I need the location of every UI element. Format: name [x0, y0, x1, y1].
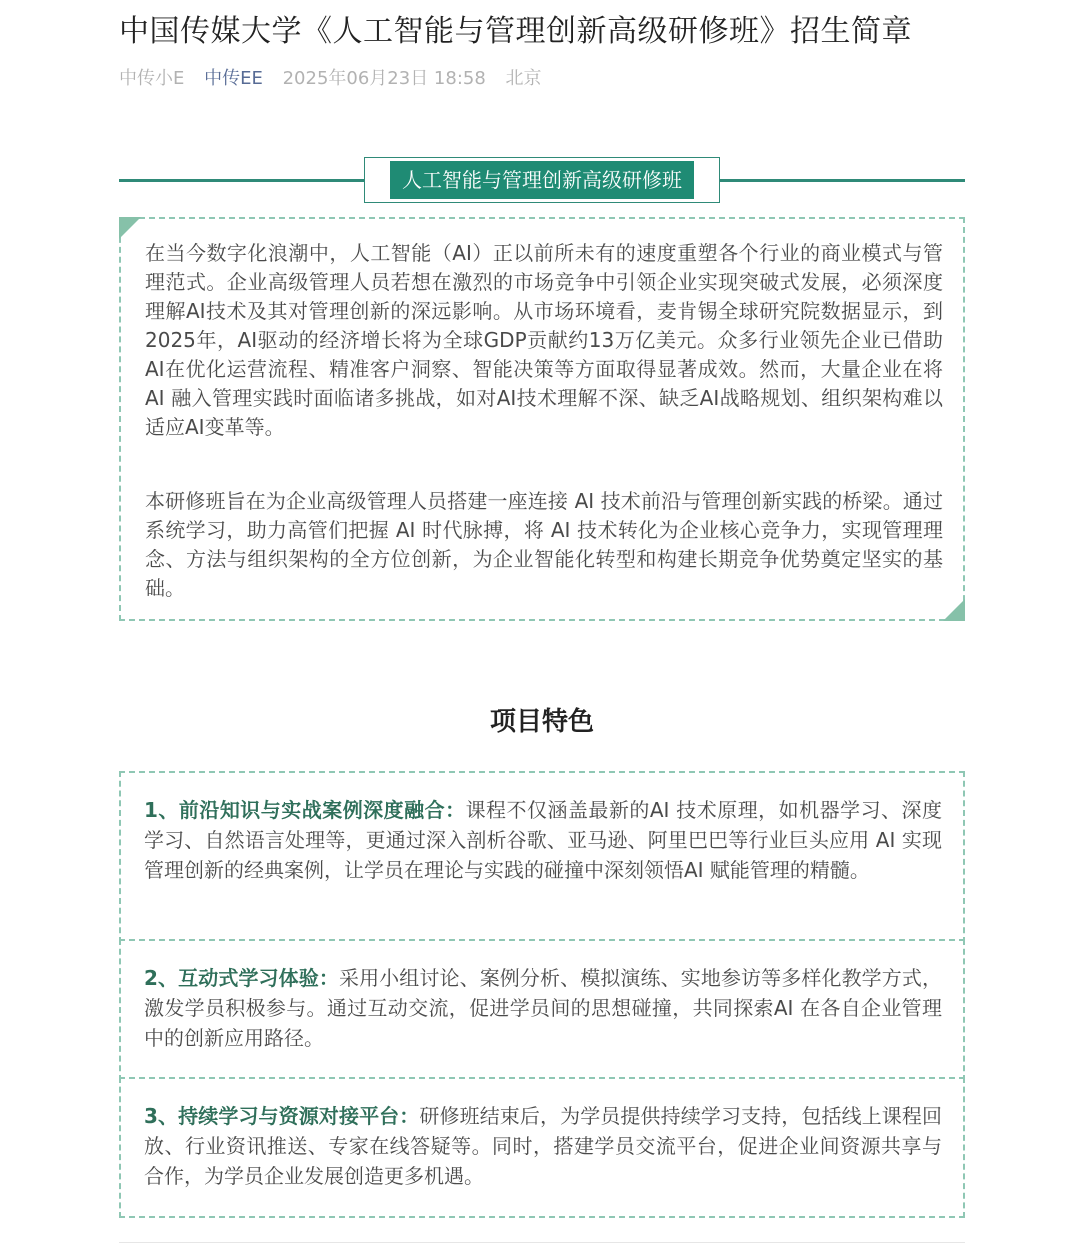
- corner-decoration-top-left: [119, 217, 141, 239]
- feature-card-1: [119, 771, 965, 943]
- feature-text: [144, 795, 942, 885]
- account-link[interactable]: 中传EE: [204, 68, 263, 89]
- feature-body: 研修班结束后，为学员提供持续学习支持，包括线上课程回放、行业资讯推送、专家在线答疑等。同时，搭建学员交流平台，促进企业间资源共享与合作，为学员企业发展创造更多机遇。: [144, 1104, 943, 1188]
- author-name: 中传小E: [119, 68, 185, 89]
- section-banner: [364, 157, 720, 203]
- intro-box: [119, 217, 965, 621]
- feature-title: 1、前沿知识与实战案例深度融合：: [144, 798, 466, 822]
- article-meta: [119, 66, 556, 92]
- intro-paragraph-1: 在当今数字化浪潮中，人工智能（AI）正以前所未有的速度重塑各个行业的商业模式与管理范式。企业高级管理人员若想在激烈的市场竞争中引领企业实现突破式发展，必须深度理解AI技术及其对管理创新的深远影响。从市场环境看，麦肯锡全球研究院数据显示，到2025年，AI驱动的经济增长将为全球GDP贡献约13万亿美元。众多行业领先企业已借助 AI在优化运营流程、精准客户洞察、智能决策等方面取得显著成效。然而，大量企业在将 AI 融入管理实践时面临诸多挑战，如对AI技术理解不深、缺乏AI战略规划、组织架构难以适应AI变革等。: [145, 241, 943, 439]
- feature-text: [144, 1101, 942, 1191]
- features-heading: 项目特色: [489, 707, 594, 737]
- corner-decoration-bottom-right: [943, 599, 965, 621]
- banner-label: 人工智能与管理创新高级研修班: [390, 161, 694, 199]
- article-title: 中国传媒大学《人工智能与管理创新高级研修班》招生简章: [119, 14, 912, 49]
- banner-divider-right: [720, 179, 965, 182]
- feature-card-2: [119, 939, 965, 1081]
- feature-card-3: [119, 1077, 965, 1218]
- feature-body: 课程不仅涵盖最新的AI 技术原理，如机器学习、深度学习、自然语言处理等，更通过深入剖析谷歌、亚马逊、阿里巴巴等行业巨头应用 AI 实现管理创新的经典案例，让学员在理论与实践的碰撞中深刻领悟AI 赋能管理的精髓。: [144, 798, 943, 882]
- feature-body: 采用小组讨论、案例分析、模拟演练、实地参访等多样化教学方式，激发学员积极参与。通过互动交流，促进学员间的思想碰撞，共同探索AI 在各自企业管理中的创新应用路径。: [144, 966, 943, 1050]
- intro-paragraph-2: 本研修班旨在为企业高级管理人员搭建一座连接 AI 技术前沿与管理创新实践的桥梁。通过系统学习，助力高管们把握 AI 时代脉搏，将 AI 技术转化为企业核心竞争力，实现管理理念、方法与组织架构的全方位创新，为企业智能化转型和构建长期竞争优势奠定坚实的基础。: [145, 489, 943, 600]
- feature-title: 2、互动式学习体验：: [144, 966, 339, 990]
- feature-text: [144, 963, 942, 1053]
- publish-datetime: 2025年06月23日 18:58: [282, 68, 486, 89]
- bottom-divider: [119, 1242, 965, 1243]
- publish-location: 北京: [505, 68, 542, 89]
- feature-title: 3、持续学习与资源对接平台：: [144, 1104, 420, 1128]
- banner-divider-left: [119, 179, 365, 182]
